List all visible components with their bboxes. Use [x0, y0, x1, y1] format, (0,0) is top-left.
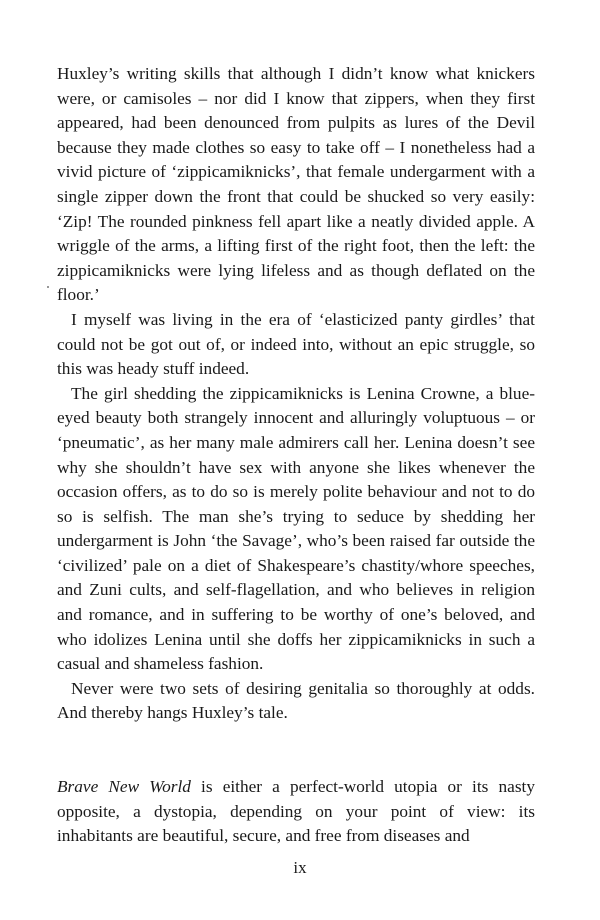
page-body — [57, 62, 535, 849]
paragraph-2: I myself was living in the era of ‘elasticized panty girdles’ that could not be got out of, or indeed into, without an epic struggle, so this was heady stuff indeed. — [57, 309, 535, 379]
paragraph-1: Huxley’s writing skills that although I didn’t know what knickers were, or camisoles – nor did I know that zippers, when they first appeared, had been denounced from pulpits as lures of the Devil because they made clothes so easy to take off – I nonetheless had a vivid picture of ‘zippicamiknicks’, that female undergarment with a single zipper down the front that could be shucked so very easily: ‘Zip! The rounded pinkness fell apart like a neatly divided apple. A wriggle of the arms, a lifting first of the right foot, then the left: the zippicamiknicks were lying lifeless and as though deflated on the floor.’ — [57, 64, 535, 305]
paragraph-5-text: is either a perfect-world utopia or its nasty opposite, a dystopia, depending on your point of view: its inhabitants are beautiful, secure, and free from diseases and — [57, 777, 535, 846]
paragraph-4: Never were two sets of desiring genitalia so thoroughly at odds. And thereby hangs Huxley’s tale. — [57, 678, 535, 723]
section-break — [57, 726, 535, 775]
page-number: ix — [293, 858, 307, 877]
book-title: Brave New World — [57, 777, 191, 797]
paragraph-5 — [57, 775, 535, 849]
paragraph-3: The girl shedding the zippicamiknicks is Lenina Crowne, a blue-eyed beauty both strangely innocent and alluringly voluptuous – or ‘pneumatic’, as her many male admirers call her. Lenina doesn’t see why she shouldn’t have sex with anyone she likes whenever the occasion offers, as to do so is merely polite behaviour and not to do so is selfish. The man she’s trying to seduce by shedding her undergarment is John ‘the Savage’, who’s been raised far outside the ‘civilized’ pale on a diet of Shakespeare’s chastity/whore speeches, and Zuni cults, and self-flagellation, and who believes in religion and romance, and in suffering to be worthy of one’s beloved, and who idolizes Lenina until she doffs her zippicamiknicks in such a casual and shameless fashion. — [57, 383, 535, 674]
stray-mark — [47, 286, 49, 288]
